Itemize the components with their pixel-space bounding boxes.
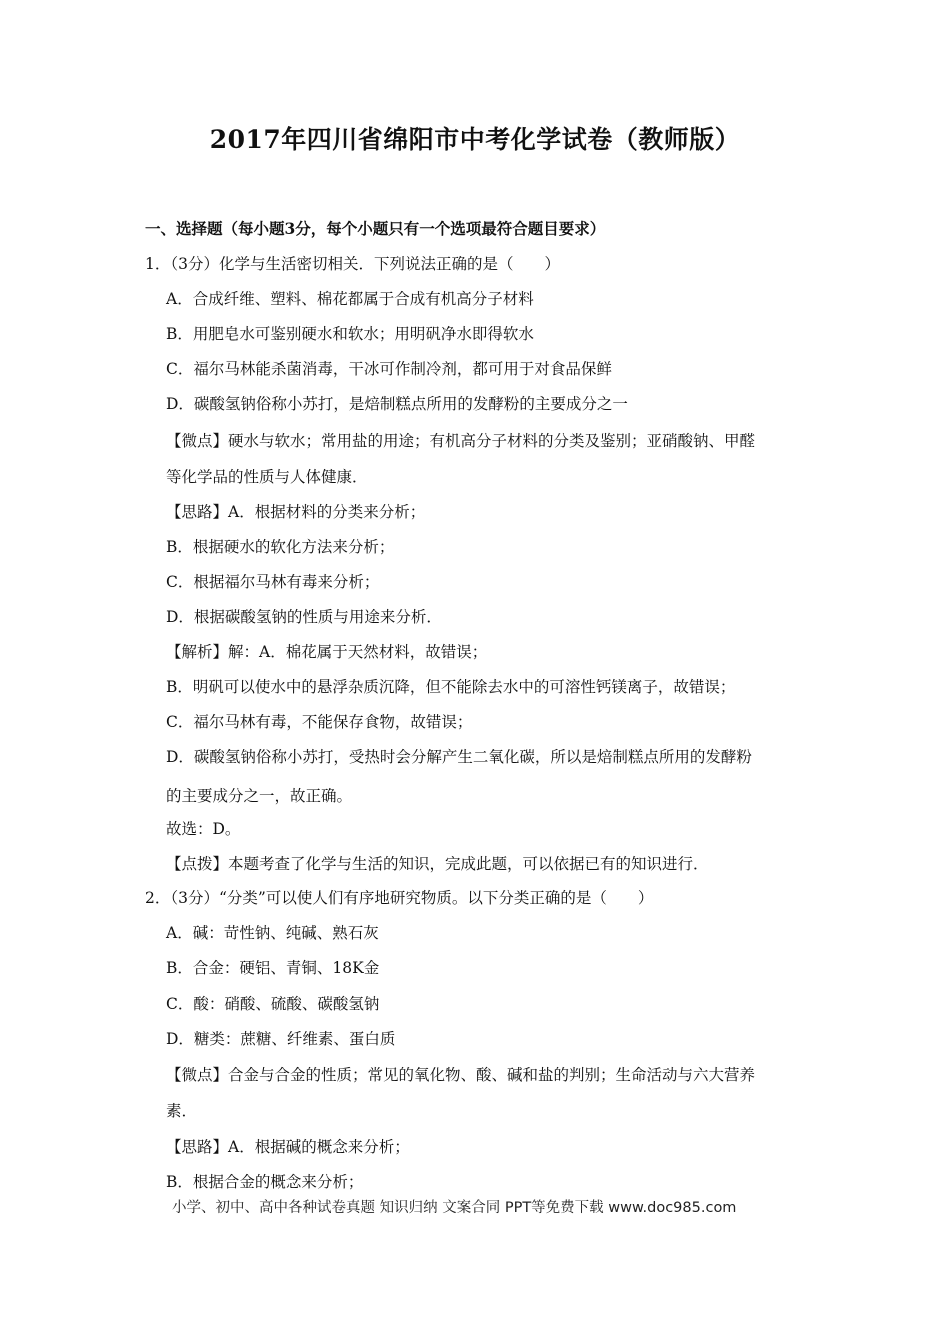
- question-1-option-d: D．碳酸氢钠俗称小苏打，是焙制糕点所用的发酵粉的主要成分之一: [166, 395, 628, 413]
- question-2-knowledge-point-cont: 素．: [166, 1102, 198, 1120]
- question-2-option-b: B．合金：硬铝、青铜、18K金: [166, 959, 380, 977]
- question-1-approach-c: C．根据福尔马林有毒来分析；: [166, 573, 380, 591]
- section-header: 一、选择题（每小题3分，每个小题只有一个选项最符合题目要求）: [145, 219, 606, 238]
- question-1-comment: 【点拨】本题考查了化学与生活的知识，完成此题，可以依据已有的知识进行．: [166, 855, 709, 873]
- question-2-approach-b: B．根据合金的概念来分析；: [166, 1173, 364, 1191]
- question-2-approach: 【思路】A．根据碱的概念来分析；: [166, 1138, 410, 1156]
- question-1-knowledge-point-cont: 等化学品的性质与人体健康．: [166, 468, 368, 486]
- question-2-option-d: D．糖类：蔗糖、纤维素、蛋白质: [166, 1030, 396, 1048]
- question-2-stem: 2．（3分）“分类”可以使人们有序地研究物质。以下分类正确的是（ ）: [145, 889, 654, 907]
- question-1-analysis-c: C．福尔马林有毒，不能保存食物，故错误；: [166, 713, 473, 731]
- question-1-option-b: B．用肥皂水可鉴别硬水和软水；用明矾净水即得软水: [166, 325, 534, 343]
- document-title: 2017年四川省绵阳市中考化学试卷（教师版）: [209, 125, 741, 154]
- question-1-answer: 故选：D。: [166, 820, 241, 838]
- question-1-approach: 【思路】A．根据材料的分类来分析；: [166, 503, 426, 521]
- question-2-knowledge-point: 【微点】合金与合金的性质；常见的氧化物、酸、碱和盐的判别；生命活动与六大营养: [166, 1066, 756, 1084]
- question-1-option-a: A．合成纤维、塑料、棉花都属于合成有机高分子材料: [166, 290, 534, 308]
- question-1-analysis-a: 【解析】解：A．棉花属于天然材料，故错误；: [166, 643, 488, 661]
- question-1-analysis-d-cont: 的主要成分之一，故正确。: [166, 787, 353, 805]
- question-2-option-c: C．酸：硝酸、硫酸、碳酸氢钠: [166, 995, 380, 1013]
- page-footer: 小学、初中、高中各种试卷真题 知识归纳 文案合同 PPT等免费下载 www.doc985.com: [172, 1200, 737, 1216]
- question-1-stem: 1．（3分）化学与生活密切相关．下列说法正确的是（ ）: [145, 255, 560, 273]
- question-1-analysis-d: D．碳酸氢钠俗称小苏打，受热时会分解产生二氧化碳，所以是焙制糕点所用的发酵粉: [166, 748, 752, 766]
- question-1-analysis-b: B．明矾可以使水中的悬浮杂质沉降，但不能除去水中的可溶性钙镁离子，故错误；: [166, 678, 736, 696]
- question-1-option-c: C．福尔马林能杀菌消毒，干冰可作制冷剂，都可用于对食品保鲜: [166, 360, 612, 378]
- question-1-knowledge-point: 【微点】硬水与软水；常用盐的用途；有机高分子材料的分类及鉴别；亚硝酸钠、甲醛: [166, 432, 756, 450]
- question-2-option-a: A．碱：苛性钠、纯碱、熟石灰: [166, 924, 379, 942]
- question-1-approach-b: B．根据硬水的软化方法来分析；: [166, 538, 395, 556]
- question-1-approach-d: D．根据碳酸氢钠的性质与用途来分析．: [166, 608, 442, 626]
